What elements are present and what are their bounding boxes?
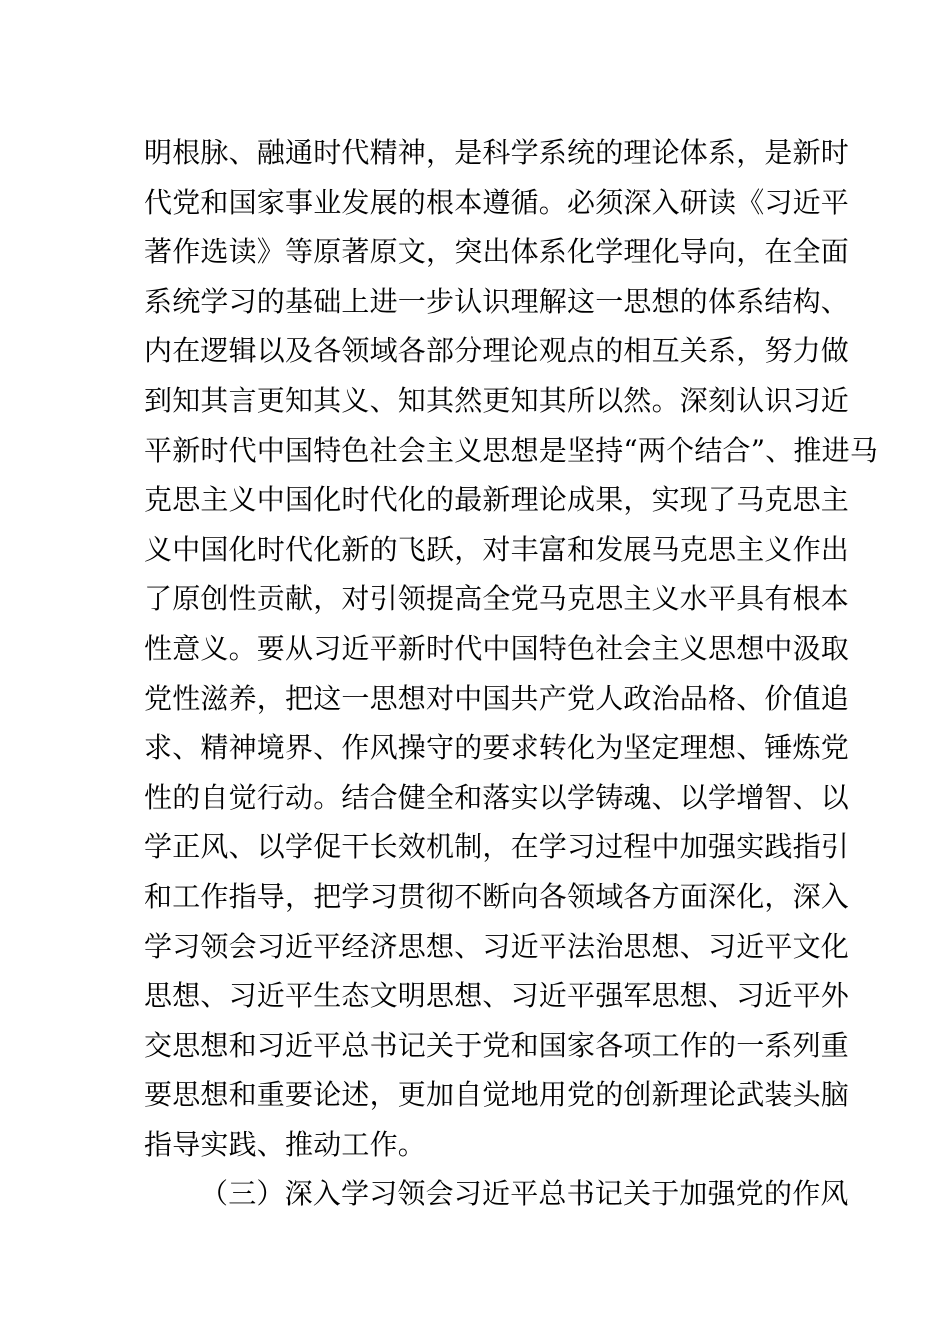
paragraph-line: 义中国化时代化新的飞跃，对丰富和发展马克思主义作出 bbox=[144, 532, 850, 566]
paragraph-line: 性的自觉行动。结合健全和落实以学铸魂、以学增智、以 bbox=[144, 780, 850, 814]
paragraph-line: 思想、习近平生态文明思想、习近平强军思想、习近平外 bbox=[144, 979, 850, 1013]
paragraph-line: 学正风、以学促干长效机制，在学习过程中加强实践指引 bbox=[144, 830, 850, 864]
document-body bbox=[144, 128, 879, 1219]
paragraph-line: 交思想和习近平总书记关于党和国家各项工作的一系列重 bbox=[144, 1028, 850, 1062]
paragraph-line: 性意义。要从习近平新时代中国特色社会主义思想中汲取 bbox=[144, 631, 850, 665]
paragraph-line: 指导实践、推动工作。 bbox=[144, 1127, 427, 1161]
paragraph-line: 著作选读》等原著原文，突出体系化学理化导向，在全面 bbox=[144, 235, 850, 269]
paragraph-line: 了原创性贡献，对引领提高全党马克思主义水平具有根本 bbox=[144, 582, 850, 616]
paragraph-line: 和工作指导，把学习贯彻不断向各领域各方面深化，深入 bbox=[144, 879, 850, 913]
section-heading: （三）深入学习领会习近平总书记关于加强党的作风 bbox=[200, 1177, 849, 1211]
paragraph-line: 要思想和重要论述，更加自觉地用党的创新理论武装头脑 bbox=[144, 1078, 850, 1112]
paragraph-line: 系统学习的基础上进一步认识理解这一思想的体系结构、 bbox=[144, 284, 850, 318]
paragraph-line: 平新时代中国特色社会主义思想是坚持“两个结合”、推进马 bbox=[144, 433, 879, 467]
paragraph-line: 党性滋养，把这一思想对中国共产党人政治品格、价值追 bbox=[144, 681, 850, 715]
paragraph-line: 代党和国家事业发展的根本遵循。必须深入研读《习近平 bbox=[144, 185, 850, 219]
paragraph-line: 克思主义中国化时代化的最新理论成果，实现了马克思主 bbox=[144, 483, 850, 517]
paragraph-line: 学习领会习近平经济思想、习近平法治思想、习近平文化 bbox=[144, 929, 850, 963]
paragraph-line: 内在逻辑以及各领域各部分理论观点的相互关系，努力做 bbox=[144, 334, 850, 368]
paragraph-line: 到知其言更知其义、知其然更知其所以然。深刻认识习近 bbox=[144, 383, 850, 417]
paragraph-line: 求、精神境界、作风操守的要求转化为坚定理想、锤炼党 bbox=[144, 731, 850, 765]
paragraph-line: 明根脉、融通时代精神，是科学系统的理论体系，是新时 bbox=[144, 136, 850, 169]
